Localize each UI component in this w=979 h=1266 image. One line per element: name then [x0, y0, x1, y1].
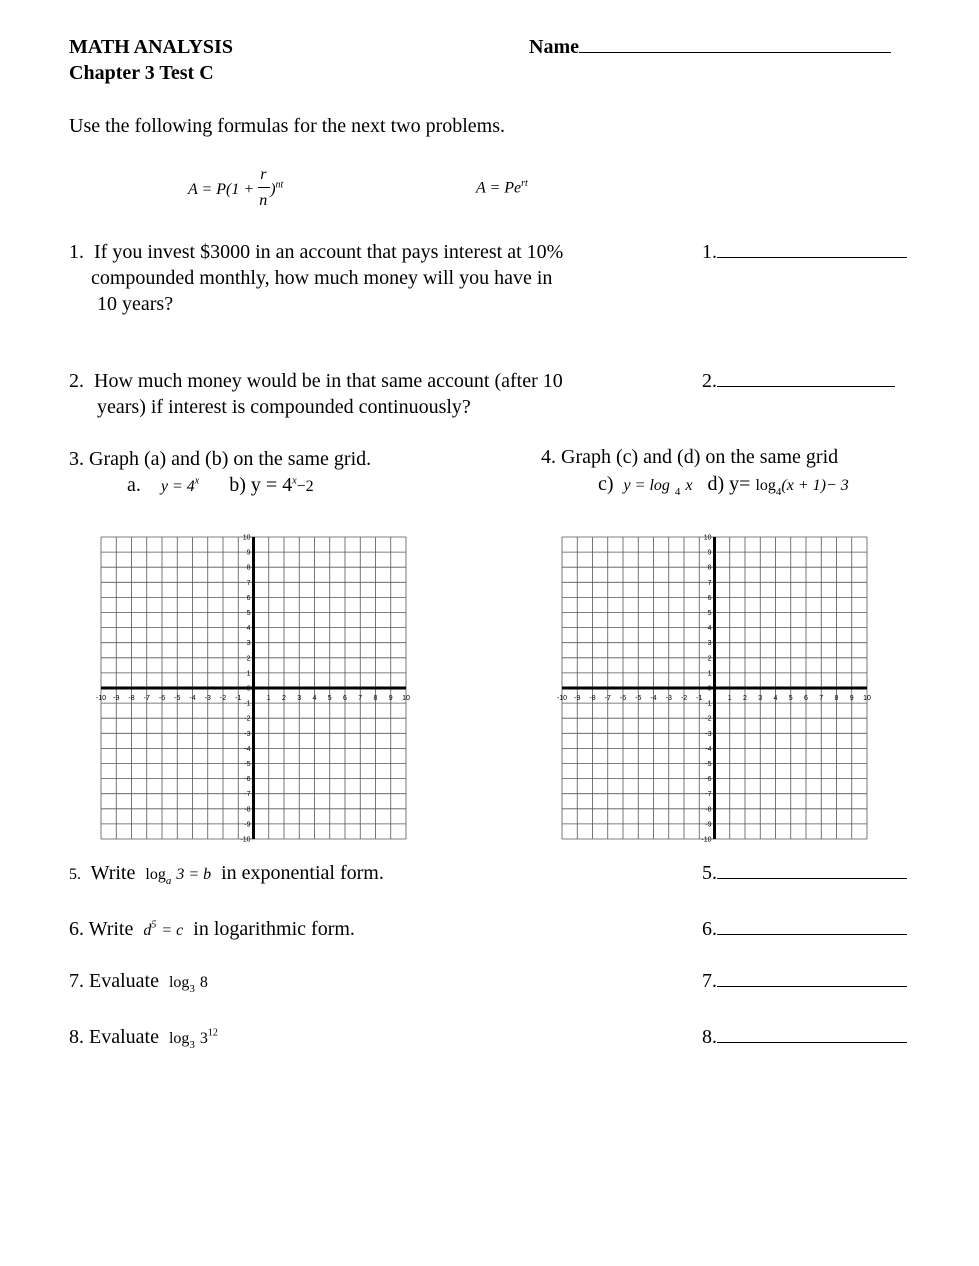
x-tick-label: 8 — [373, 695, 378, 702]
compound-exponent: nt — [275, 179, 284, 191]
y-tick-label: -1 — [244, 700, 251, 708]
q4-c-arg: x — [685, 477, 693, 494]
x-tick-label: 7 — [819, 695, 824, 702]
fraction — [258, 166, 270, 209]
name-blank[interactable] — [579, 51, 891, 53]
y-tick-label: -8 — [705, 806, 712, 814]
q4-c-label: c) — [598, 473, 614, 495]
q5-answer-label: 5. — [702, 862, 717, 884]
q8-answer-label: 8. — [702, 1026, 717, 1048]
origin-label: 0 — [246, 685, 251, 693]
y-tick-label: -8 — [244, 806, 251, 814]
x-tick-label: -1 — [235, 695, 242, 702]
q4-parts — [598, 473, 849, 498]
x-tick-label: 4 — [773, 695, 778, 702]
q1-answer-label: 1. — [702, 241, 717, 263]
y-tick-label: -2 — [705, 715, 712, 723]
y-tick-label: -6 — [244, 776, 251, 784]
q8-arg: 3 — [199, 1030, 208, 1047]
x-tick-label: 6 — [343, 695, 347, 702]
x-tick-label: 9 — [388, 695, 393, 702]
q4-d-log: log — [755, 477, 776, 494]
x-tick-label: -5 — [635, 695, 642, 702]
q2-answer-label: 2. — [702, 370, 717, 392]
x-tick-label: 7 — [358, 695, 363, 702]
fraction-numerator: r — [260, 166, 267, 183]
y-tick-label: 1 — [246, 670, 251, 678]
fraction-denominator: n — [259, 192, 268, 209]
q4-d-base: 4 — [775, 486, 782, 498]
y-tick-label: 4 — [246, 625, 251, 633]
name-label: Name — [529, 36, 579, 58]
q7-prompt — [69, 970, 208, 995]
q3-b-label: b) y = 4 — [229, 474, 293, 496]
q2-text-1: How much money would be in that same account (after 10 — [94, 370, 563, 392]
x-tick-label: -5 — [174, 695, 181, 702]
y-tick-label: 3 — [707, 640, 712, 648]
x-tick-label: 2 — [282, 695, 286, 702]
x-tick-label: 5 — [788, 695, 793, 702]
q5-expr: 3 = b — [176, 866, 212, 883]
q3-b-exponent: x — [292, 475, 297, 487]
y-tick-label: 2 — [246, 655, 251, 663]
q6-exponent: 5 — [151, 919, 157, 931]
x-tick-label: 3 — [758, 695, 763, 702]
course-title: MATH ANALYSIS — [69, 36, 233, 58]
x-tick-label: 10 — [402, 695, 410, 702]
x-tick-label: 5 — [327, 695, 332, 702]
x-tick-label: 8 — [834, 695, 839, 702]
y-tick-label: -10 — [240, 836, 251, 844]
x-tick-label: -2 — [680, 695, 688, 702]
y-tick-label: -9 — [705, 821, 712, 829]
q3-a-expr: y = 4 — [160, 478, 195, 495]
y-tick-label: -7 — [244, 791, 251, 799]
x-tick-label: -6 — [158, 695, 166, 702]
x-tick-label: -9 — [574, 695, 581, 702]
q1-answer[interactable] — [702, 241, 907, 264]
q2-answer-blank[interactable] — [717, 385, 895, 387]
x-tick-label: -6 — [619, 695, 627, 702]
q8-arg-exponent: 12 — [207, 1027, 218, 1039]
q8-answer[interactable] — [702, 1026, 907, 1049]
x-tick-label: -1 — [696, 695, 703, 702]
q7-pre: 7. Evaluate — [69, 970, 159, 992]
x-tick-label: 10 — [863, 695, 871, 702]
q2-line-1 — [69, 370, 563, 393]
x-tick-label: -3 — [204, 695, 211, 702]
x-tick-label: -7 — [143, 695, 150, 702]
q4-d-label: d) y= — [707, 473, 751, 495]
y-tick-label: -7 — [705, 791, 712, 799]
q1-text-1: If you invest $3000 in an account that pays interest at 10% — [94, 241, 564, 263]
origin-label: 0 — [707, 685, 712, 693]
q6-base: d — [143, 922, 152, 939]
q3-parts — [127, 474, 314, 497]
compound-lhs: A = P(1 + — [188, 181, 255, 198]
q1-line-2: compounded monthly, how much money will you have in — [91, 267, 553, 289]
q6-answer[interactable] — [702, 918, 907, 941]
q3-a-exponent: x — [194, 475, 200, 487]
q5-base: a — [165, 875, 172, 887]
q5-answer-blank[interactable] — [717, 877, 907, 879]
q5-pre: Write — [90, 862, 136, 884]
fraction-bar — [258, 187, 270, 188]
q8-log: log — [168, 1030, 190, 1047]
x-tick-label: -2 — [219, 695, 227, 702]
y-tick-label: 1 — [707, 670, 712, 678]
x-tick-label: -10 — [556, 695, 568, 702]
y-tick-label: -3 — [244, 730, 251, 738]
y-tick-label: -6 — [705, 776, 712, 784]
y-tick-label: 3 — [246, 640, 251, 648]
q3-a-label: a. — [127, 474, 141, 496]
x-tick-label: -10 — [95, 695, 107, 702]
q4-c-base: 4 — [674, 486, 681, 498]
q5-answer[interactable] — [702, 862, 907, 885]
y-tick-label: 8 — [707, 564, 712, 572]
x-tick-label: -8 — [589, 695, 596, 702]
q4-c-expr: y = log — [623, 477, 670, 494]
x-tick-label: 1 — [727, 695, 732, 702]
q8-base: 3 — [189, 1039, 195, 1051]
graph-grid-left[interactable] — [95, 534, 410, 844]
q4-d-arg: (x + 1)− 3 — [781, 477, 849, 494]
y-tick-label: -10 — [701, 836, 712, 844]
q3-prompt: 3. Graph (a) and (b) on the same grid. — [69, 448, 372, 470]
q1-line-1 — [69, 241, 563, 264]
q1-answer-blank[interactable] — [717, 256, 907, 258]
q5-number: 5. — [69, 866, 81, 883]
y-tick-label: -3 — [705, 730, 712, 738]
q7-log: log — [168, 974, 190, 991]
q8-prompt — [69, 1026, 218, 1051]
y-tick-label: 9 — [246, 549, 251, 557]
y-tick-label: -5 — [244, 761, 251, 768]
q2-line-2: years) if interest is compounded continuously? — [97, 396, 471, 418]
y-tick-label: 8 — [246, 564, 251, 572]
q7-arg: 8 — [199, 974, 208, 991]
x-tick-label: 6 — [804, 695, 808, 702]
x-tick-label: -3 — [665, 695, 672, 702]
y-tick-label: -2 — [244, 715, 251, 723]
q2-number: 2. — [69, 370, 84, 392]
q6-answer-label: 6. — [702, 918, 717, 940]
continuous-formula — [476, 178, 528, 197]
x-tick-label: -7 — [604, 695, 611, 702]
x-tick-label: 1 — [266, 695, 271, 702]
test-title: Chapter 3 Test C — [69, 62, 214, 84]
continuous-exponent: rt — [521, 178, 528, 189]
y-tick-label: 7 — [707, 579, 712, 587]
intro-text: Use the following formulas for the next two problems. — [69, 115, 506, 137]
x-tick-label: 9 — [849, 695, 854, 702]
q6-expr: = c — [161, 922, 184, 939]
q7-answer-blank[interactable] — [717, 985, 907, 987]
y-tick-label: 5 — [707, 610, 712, 617]
y-tick-label: 10 — [703, 534, 712, 542]
graph-grid-right[interactable] — [556, 534, 871, 844]
y-tick-label: 7 — [246, 579, 251, 587]
x-tick-label: 2 — [743, 695, 747, 702]
y-tick-label: 4 — [707, 625, 712, 633]
q7-base: 3 — [189, 983, 195, 995]
q6-answer-blank[interactable] — [717, 933, 907, 935]
q7-answer-label: 7. — [702, 970, 717, 992]
x-tick-label: -4 — [650, 695, 657, 702]
q1-line-3: 10 years? — [97, 293, 174, 315]
q1-number: 1. — [69, 241, 84, 263]
continuous-lhs: A = Pe — [476, 179, 522, 197]
q6-pre: 6. Write — [69, 918, 134, 940]
q4-prompt: 4. Graph (c) and (d) on the same grid — [541, 446, 839, 468]
y-tick-label: 6 — [246, 594, 251, 602]
y-tick-label: -9 — [244, 821, 251, 829]
q8-answer-blank[interactable] — [717, 1041, 907, 1043]
q2-answer[interactable] — [702, 370, 895, 393]
q5-prompt — [69, 862, 384, 887]
y-tick-label: 5 — [246, 610, 251, 617]
x-tick-label: 4 — [312, 695, 317, 702]
y-tick-label: 9 — [707, 549, 712, 557]
q6-prompt — [69, 918, 355, 941]
x-tick-label: 3 — [297, 695, 302, 702]
q3-b-tail: −2 — [296, 478, 314, 495]
q6-post: in logarithmic form. — [193, 918, 355, 940]
x-tick-label: -4 — [189, 695, 196, 702]
x-tick-label: -8 — [128, 695, 135, 702]
y-tick-label: 2 — [707, 655, 712, 663]
name-field[interactable] — [529, 36, 891, 59]
y-tick-label: -4 — [705, 745, 712, 753]
y-tick-label: 6 — [707, 594, 712, 602]
q7-answer[interactable] — [702, 970, 907, 993]
compound-formula — [188, 166, 284, 209]
q8-pre: 8. Evaluate — [69, 1026, 159, 1048]
compound-close: ) — [270, 181, 276, 198]
y-tick-label: 10 — [242, 534, 251, 542]
x-tick-label: -9 — [113, 695, 120, 702]
q5-post: in exponential form. — [221, 862, 384, 884]
y-tick-label: -4 — [244, 745, 251, 753]
y-tick-label: -1 — [705, 700, 712, 708]
y-tick-label: -5 — [705, 761, 712, 768]
q5-log: log — [145, 866, 166, 883]
